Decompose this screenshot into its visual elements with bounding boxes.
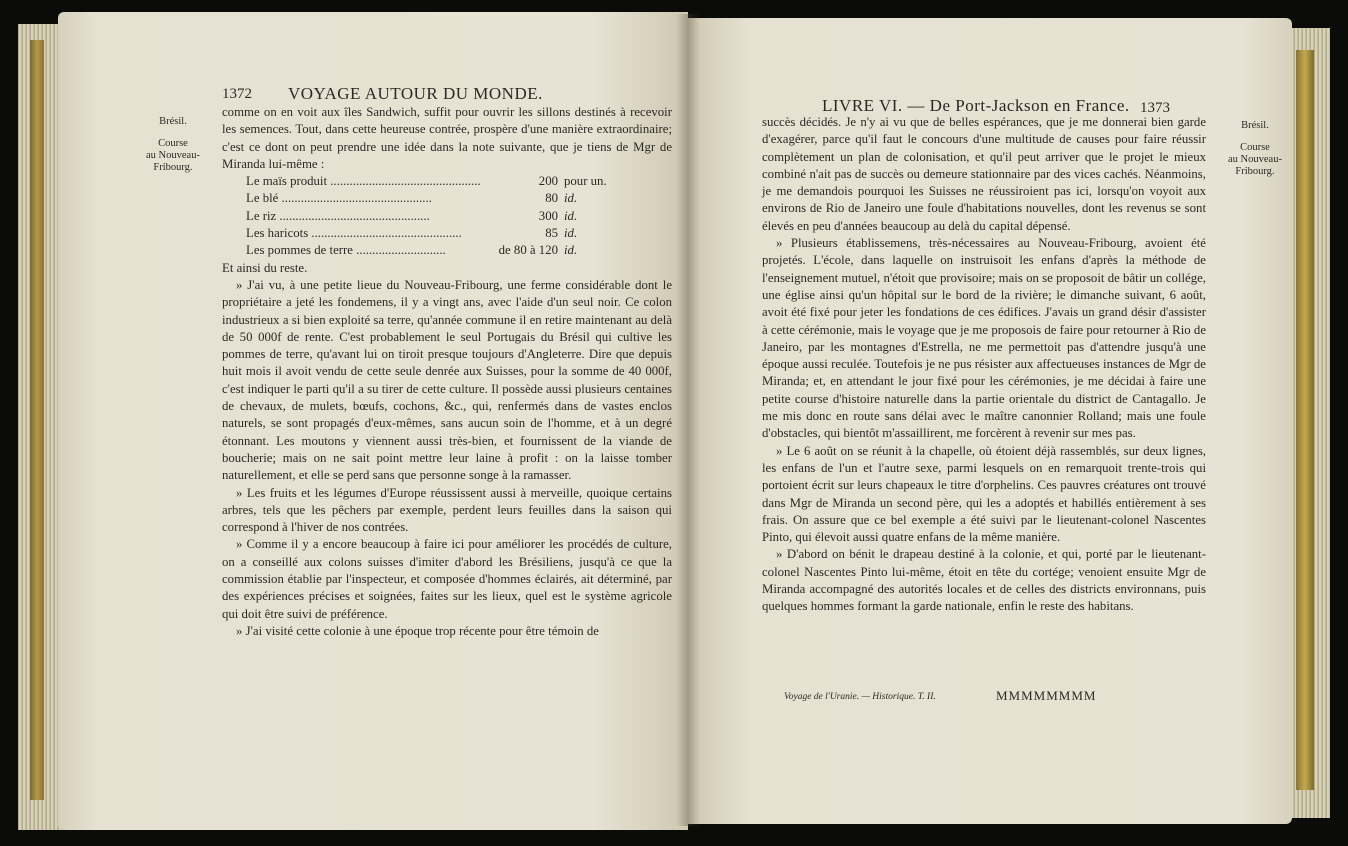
table-row bbox=[222, 190, 672, 207]
crop-name: Les haricots ..... bbox=[222, 225, 496, 242]
body-paragraph: » J'ai vu, à une petite lieue du Nouveau-Fribourg, une ferme considérable dont le propriétaire a jeté les fondemens, il y a vingt ans, avec l'aide d'un seul noir. Ce colon industrieux a si bien exploité sa terre, qu'année commune il en retire maintenant au delà de 50 000f de rente. C'est probablement le seul Portugais du Brésil qui cultive les pommes de terre, qu'avant lui on tiroit presque toujours d'Angleterre. Dire que depuis huit mois il avoit vendu de cette seule denrée aux Suisses, pour la somme de 40 000f, c'est indiquer le parti qu'il a su tirer de cette culture. Il possède aussi plusieurs centaines de chevaux, de mulets, bœufs, cochons, &c., qui, renfermés dans de vastes enclos naturels, se sont propagés d'eux-mêmes, sans aucun soin de l'homme, et à un degré étonnant. Les moutons y viennent aussi très-bien, et fournissent de la viande de boucherie; mais on ne sait point mettre leur laine à profit : on la laisse tomber naturellement, et elle se perd sans que personne songe à la ramasser. bbox=[222, 277, 672, 483]
left-gilt-edge bbox=[30, 40, 44, 800]
margin-note-line: Fribourg. bbox=[153, 162, 193, 173]
crop-name: Le blé ..... bbox=[222, 190, 496, 207]
running-head-left: VOYAGE AUTOUR DU MONDE. bbox=[288, 84, 543, 103]
body-paragraph: » Plusieurs établissemens, très-nécessaires au Nouveau-Fribourg, avoient été projetés. L'école, dans laquelle on instruisoit les enfans d'après la méthode de l'enseignement mutuel, n'étoit que provisoire; mais on se proposoit de bâtir un collége, une église ainsi qu'un hôpital sur le bord de la rivière; le dimanche suivant, 6 août, avoit été fixé pour jeter les fondations de ces édifices. J'avais un grand désir d'assister à cette cérémonie, mais le voyage que je me proposois de faire pour retourner à Rio de Janeiro, par les montagnes d'Estrella, ne me permettoit pas d'attendre jusqu'à une époque aussi reculée. Toutefois je ne pus résister aux affectueuses instances de Mgr de Miranda; et, en attendant le jour fixé pour les cérémonies, je me décidai à faire une petite course d'histoire naturelle dans la partie orientale du district de Cantagallo. Je me mis donc en route sans délai avec le maître canonnier Rolland; mais une foule d'obstacles, qui bientôt m'assaillirent, me forcèrent à revenir sur mes pas. bbox=[762, 236, 1206, 441]
margin-note-line: Course bbox=[158, 138, 188, 149]
intro-paragraph: comme on en voit aux îles Sandwich, suffit pour ouvrir les sillons destinés à recevoir les semences. Tout, dans cette heureuse contrée, prospère d'une manière extraordinaire; c'est ce dont on peut prendre une idée dans la note suivante, que je tiens de Mgr de Miranda lui-même : bbox=[222, 105, 672, 171]
after-table-line: Et ainsi du reste. bbox=[222, 260, 308, 275]
crop-yield: 85 bbox=[545, 226, 558, 241]
crop-name: Les pommes de terre ..... bbox=[222, 242, 446, 259]
right-gilt-edge bbox=[1296, 50, 1314, 790]
signature-mark: MMMMMMMM bbox=[996, 688, 1097, 703]
table-row bbox=[222, 242, 672, 259]
crop-yield: de 80 à 120 bbox=[498, 243, 558, 258]
margin-note-line: Brésil. bbox=[159, 116, 187, 127]
running-head-right: LIVRE VI. — De Port-Jackson en France. bbox=[822, 96, 1130, 115]
crop-name: Le riz ..... bbox=[222, 208, 496, 225]
body-paragraph: » Comme il y a encore beaucoup à faire ici pour améliorer les procédés de culture, on a conseillé aux colons suisses d'imiter d'abord les Brésiliens, jusqu'à ce que la commission établie par l'inspecteur, et composée d'hommes éclairés, ait déterminé, par des expériences précises et soignées, faites sur les lieux, quel est le système agricole qui doit être suivi de préférence. bbox=[222, 537, 672, 621]
crop-yield: 200 bbox=[538, 174, 558, 189]
crop-name: Le maïs produit ..... bbox=[222, 173, 496, 190]
body-paragraph: » J'ai visité cette colonie à une époque trop récente pour être témoin de bbox=[236, 623, 599, 638]
crop-unit: id. bbox=[564, 191, 578, 206]
margin-note-line: Course bbox=[1240, 142, 1270, 153]
table-row bbox=[222, 173, 672, 190]
page-footer: Voyage de l'Uranie. — Historique. T. II. bbox=[784, 692, 936, 702]
margin-note-line: Fribourg. bbox=[1235, 166, 1275, 177]
crop-yield: 80 bbox=[545, 191, 558, 206]
right-page bbox=[688, 18, 1292, 824]
body-paragraph: » Les fruits et les légumes d'Europe réussissent aussi à merveille, quoique certains arbres, tels que les pêchers par exemple, perdent leurs feuilles dans la saison qui correspond à l'hiver de nos contrées. bbox=[222, 485, 672, 535]
body-paragraph: succès décidés. Je n'y ai vu que de belles espérances, que je me donnerai bien garde d'exagérer, parce qu'il faut le concours d'une multitude de causes pour faire réussir complètement un plan de colonisation, et qu'il peut arriver que le projet le mieux combiné n'ait pas de succès ou demeure stationnaire par des vices cachés. Néanmoins, je me demandois pourquoi les Suisses ne réussiroient pas ici, lorsqu'on voyoit aux environs de Rio de Janeiro une foule d'habitations nouvelles, dont les revenus se sont élevés en peu d'années beaucoup au delà du capital dépensé. bbox=[762, 115, 1206, 233]
body-paragraph: » D'abord on bénit le drapeau destiné à la colonie, et qui, porté par le lieutenant-colonel Nascentes Pinto lui-même, étoit en tête du cortége; venoient ensuite Mgr de Miranda accompagné des autorités locales et de celles des districts environnans, puis quelques hommes formant la garde nationale, enfin le reste des habitans. bbox=[762, 547, 1206, 614]
page-number-left: 1372 bbox=[222, 86, 252, 102]
left-page bbox=[58, 12, 688, 830]
book-gutter bbox=[676, 14, 700, 826]
crop-yield: 300 bbox=[538, 208, 558, 223]
table-row bbox=[222, 225, 672, 242]
body-paragraph: » Le 6 août on se réunit à la chapelle, où étoient déjà rassemblés, sur deux lignes, les enfans de l'un et l'autre sexe, parmi lesquels on en remarquoit trente-trois qui portoient écrit sur leurs chapeaux le titre d'orphelins. Ces pauvres créatures ont trouvé dans Mgr de Miranda un second père, qui les a adoptés et habillés entièrement à ses frais. On assure que ce bel exemple a été suivi par le lieutenant-colonel Nascentes Pinto, qui élevoit aussi quatre enfans de la même manière. bbox=[762, 443, 1206, 545]
margin-note-line: au Nouveau- bbox=[146, 150, 200, 161]
margin-note-right bbox=[1228, 120, 1282, 178]
page-number-right: 1373 bbox=[1140, 100, 1170, 116]
crop-unit: id. bbox=[564, 243, 578, 258]
right-page-body bbox=[762, 114, 1206, 616]
crop-unit: pour un. bbox=[564, 174, 607, 189]
crop-unit: id. bbox=[564, 226, 578, 241]
table-row bbox=[222, 208, 672, 225]
left-page-body bbox=[222, 104, 672, 640]
margin-note-line: Brésil. bbox=[1241, 120, 1269, 131]
crop-unit: id. bbox=[564, 208, 578, 223]
yield-table bbox=[222, 173, 672, 259]
margin-note-line: au Nouveau- bbox=[1228, 154, 1282, 165]
margin-note-left bbox=[146, 116, 200, 174]
